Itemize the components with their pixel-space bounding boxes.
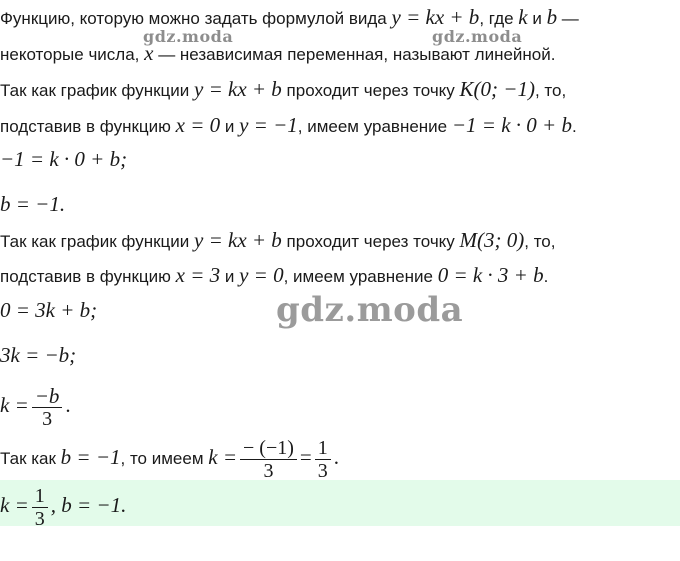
equation-step: 0 = 3k + b; (0, 298, 98, 322)
answer-line: k = $\frac{1}{3}$ , b = −1. (0, 485, 127, 531)
result-b: b = −1. (0, 192, 66, 216)
substitution-line-2: подставив в функцию x = 3 и y = 0, имеем уравнение 0 = k · 3 + b. (0, 263, 549, 287)
equation-step: 3k = −b; (0, 343, 77, 367)
watermark-large: gdz.moda (276, 290, 464, 330)
equation-step: −1 = k · 0 + b; (0, 147, 128, 171)
k-substitution: Так как b = −1, то имеем k = $\frac{- (-1)}{3}$ = $\frac{1}{3}$ . (0, 437, 339, 483)
definition-line-1: Функцию, которую можно задать формулой вида y = kx + b, где k и b — (0, 5, 579, 29)
point-k-line: Так как график функции y = kx + b проходит через точку K(0; −1), то, (0, 77, 567, 101)
point-k: K(0; −1) (459, 77, 535, 101)
formula: y = kx + b (391, 5, 480, 29)
watermark: gdz.moda (432, 27, 523, 46)
watermark: gdz.moda (143, 27, 234, 46)
fraction: $\frac{1}{3}$ (315, 437, 331, 482)
fraction: $\frac{- (-1)}{3}$ (240, 437, 297, 482)
point-m: M(3; 0) (459, 228, 525, 252)
definition-line-2: некоторые числа, x — независимая переменная, называют линейной. (0, 41, 556, 65)
k-expression: k = $\frac{-b}{3}$ . (0, 384, 71, 431)
substitution-line-1: подставив в функцию x = 0 и y = −1, имеем уравнение −1 = k · 0 + b. (0, 113, 577, 137)
point-m-line: Так как график функции y = kx + b проходит через точку M(3; 0), то, (0, 228, 556, 252)
fraction: $\frac{-b}{3}$ (32, 385, 63, 430)
fraction: $\frac{1}{3}$ (32, 485, 48, 530)
